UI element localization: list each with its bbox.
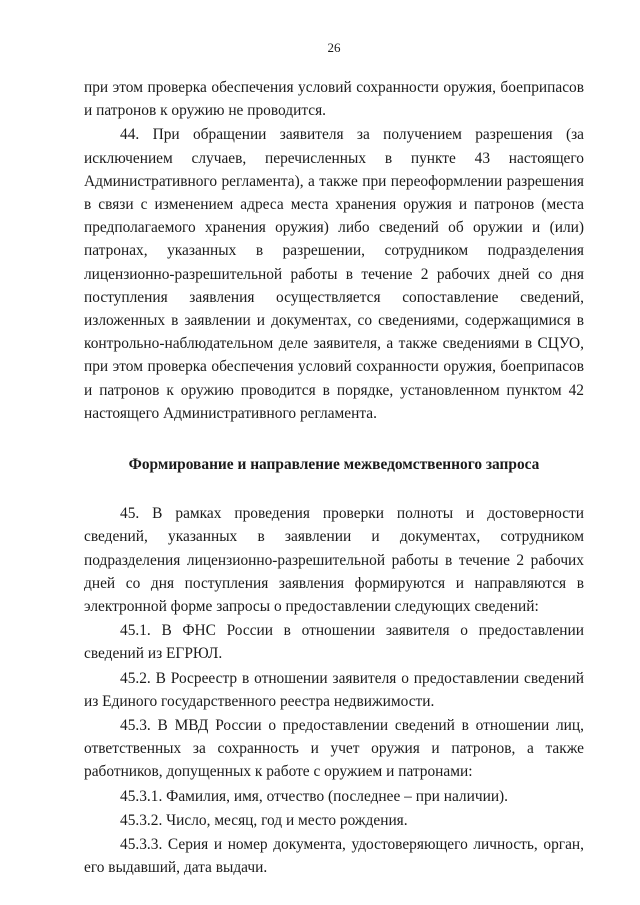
paragraph-45-3-1: 45.3.1. Фамилия, имя, отчество (последнее – при наличии). [120,787,509,805]
paragraph-45-2: 45.2. В Росреестр в отношении заявителя о предоставлении сведений из Единого государственного реестра недвижимости. [84,669,584,710]
paragraph-45-3-3: 45.3.3. Серия и номер документа, удостоверяющего личность, орган, его выдавший, дата выдачи. [84,836,584,877]
paragraph-45-3: 45.3. В МВД России о предоставлении сведений в отношении лиц, ответственных за сохранность и учет оружия и патронов, а также работников, допущенных к работе с оружием и патронами: [84,717,584,781]
paragraph-45-3-2: 45.3.2. Число, месяц, год и место рождения. [120,811,408,829]
paragraph-44: 44. При обращении заявителя за получением разрешения (за исключением случаев, перечисленных в пункте 43 настоящего Административного регламента), а также при переоформлении разрешения в связи с изменением адреса места хранения оружия и патронов (места предполагаемого хранения оружия) либо сведений об оружии и (или) патронах, указанных в разрешении, сотрудником подразделения лицензионно-разрешительной работы в течение 2 рабочих дней со дня поступления заявления осуществляется сопоставление сведений, изложенных в заявлении и документах, со сведениями, содержащимися в контрольно-наблюдательном деле заявителя, а также сведениями в СЦУО, при этом проверка обеспечения условий сохранности оружия, боеприпасов и патронов к оружию проводится в порядке, установленном пунктом 42 настоящего Административного регламента. [84,126,584,422]
section-heading: Формирование и направление межведомственного запроса [128,456,540,474]
paragraph-45-1: 45.1. В ФНС России в отношении заявителя о предоставлении сведений из ЕГРЮЛ. [84,622,584,663]
paragraph-45: 45. В рамках проведения проверки полноты и достоверности сведений, указанных в заявлении и документах, сотрудником подразделения лицензионно-разрешительной работы в течение 2 рабочих дней со дня поступления заявления формируются и направляются в электронной форме запросы о предоставлении следующих сведений: [84,505,584,616]
paragraph-continuation: при этом проверка обеспечения условий сохранности оружия, боеприпасов и патронов к оружию не проводится. [84,79,584,120]
page-number: 26 [327,40,341,55]
